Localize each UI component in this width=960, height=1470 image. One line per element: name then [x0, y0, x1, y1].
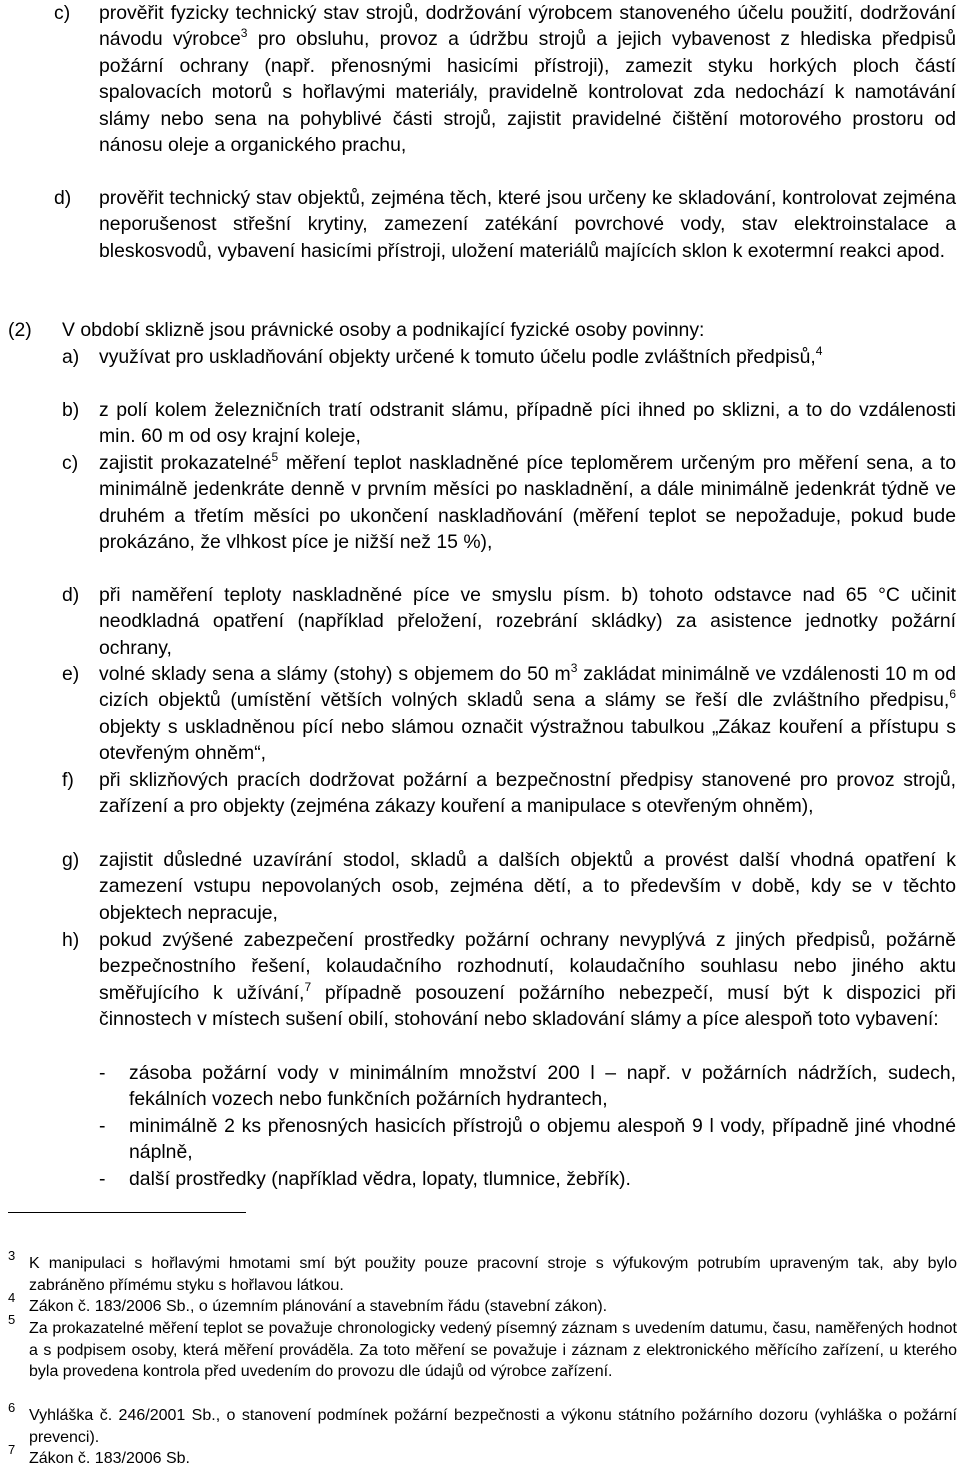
- list-item-water: zásoba požární vody v minimálním množství 200 l – např. v požárních nádržích, sudech, fekálních vozech nebo funkčních požárních hydrantech,: [129, 1062, 956, 1111]
- list-item-extinguishers: minimálně 2 ks přenosných hasicích přístrojů o objemu alespoň 9 l vody, případně jiné vhodné náplně,: [129, 1115, 956, 1164]
- footnote-number: 7: [8, 1442, 16, 1457]
- footnote-5: Za prokazatelné měření teplot se považuje chronologicky vedený písemný záznam s uvedením datumu, času, naměřených hodnot a s podpisem osoby, která měření prováděla. Za toto měření se považuje i záznam z elektronického měřícího zařízení, u kterého byla provedena kontrola před uvedením do provozu dle údajů od výrobce zařízení.: [29, 1320, 957, 1380]
- dash-bullet: -: [99, 1115, 106, 1137]
- item-label-c: c): [54, 2, 71, 24]
- item-label-g: g): [62, 849, 80, 871]
- footnote-number: 3: [8, 1248, 16, 1263]
- item-label-a: a): [62, 346, 80, 368]
- paragraph-e-stacks: volné sklady sena a slámy (stohy) s objemem do 50 $m^3$ zakládat minimálně ve vzdálenosti 10 m od cizích objektů (umístění větších volných skladů sena a slámy se řeší dle zvláštního předpisu,$^6$ objekty s uskladněnou pící nebo slámou označit výstražnou tabulkou „Zákaz kouření a přístupu s otevřeným ohněm“,: [99, 661, 956, 765]
- paragraph-d-buildings: prověřit technický stav objektů, zejména těch, které jsou určeny ke skladování, kontrolovat zejména neporušenost střešní krytiny, zamezení zatékání povrchové vody, stav elektroinstalace a bleskosvodů, vybavení hasicími přístroji, uložení materiálů majících sklon k exotermní reakci apod.: [99, 187, 956, 262]
- footnote-ref-3[interactable]: 3: [240, 26, 248, 41]
- item-label-f: f): [62, 769, 74, 791]
- footnote-ref-5[interactable]: 5: [271, 450, 279, 464]
- paragraph-c-machines: prověřit fyzicky technický stav strojů, dodržování výrobcem stanoveného účelu použití, dodržování návodu výrobce$^3$ pro obsluhu, provoz a údržbu strojů a jejich vybavenost z hlediska předpisů požární ochrany (např. přenosnými hasicími přístroji), zamezit styku horkých ploch částí spalovacích motorů s hořlavými materiály, pravidelně kontrolovat zda nedochází k namotávání slámy nebo sena na pohyblivé části strojů, zajistit pravidelné čištění motorového prostoru od nánosu oleje a organického prachu,: [99, 2, 956, 157]
- paragraph-d-measures: při naměření teploty naskladněné píce ve smyslu písm. b) tohoto odstavce nad 65 °C učinit neodkladná opatření (například přeložení, rozebrání skládky) za asistence jednotky požární ochrany,: [99, 584, 956, 659]
- item-label-c2: c): [62, 452, 79, 474]
- item-label-h: h): [62, 929, 80, 951]
- footnote-number: 5: [8, 1312, 16, 1327]
- paragraph-a-storage: využívat pro uskladňování objekty určené k tomuto účelu podle zvláštních předpisů,$^4$: [99, 344, 823, 368]
- section-2-intro: V období sklizně jsou právnické osoby a podnikající fyzické osoby povinny:: [62, 319, 705, 341]
- dash-bullet: -: [99, 1062, 106, 1084]
- footnote-number: 6: [8, 1400, 16, 1415]
- footnote-ref-7[interactable]: 7: [304, 979, 312, 994]
- item-label-d2: d): [62, 584, 80, 606]
- footnote-4: Zákon č. 183/2006 Sb., o územním plánování a stavebním řádu (stavební zákon).: [29, 1298, 608, 1315]
- list-item-tools: další prostředky (například vědra, lopaty, tlumnice, žebřík).: [129, 1168, 631, 1190]
- paragraph-g-barns: zajistit důsledné uzavírání stodol, skladů a dalších objektů a provést další vhodná opatření k zamezení vstupu nepovolaných osob, zejména dětí, a to především v době, kdy se v těchto objektech nepracuje,: [99, 849, 956, 924]
- footnote-number: 4: [8, 1290, 16, 1305]
- item-label-b: b): [62, 399, 80, 421]
- footnote-3: K manipulaci s hořlavými hmotami smí být použity pouze pracovní stroje s výfukovým potrubím upraveným tak, aby bylo zabráněno přímému styku s hořlavou látkou.: [29, 1255, 957, 1294]
- item-label-d: d): [54, 187, 72, 209]
- footnote-separator: [8, 1212, 246, 1213]
- paragraph-c-temperature: zajistit prokazatelné$^5$ měření teplot naskladněné píce teploměrem určeným pro měření sena, a to minimálně jedenkráte denně v prvním měsíci po naskladnění, a dále minimálně jedenkrát týdně ve druhém a třetím měsíci po ukončení naskladňování (měření teplot se nepožaduje, pokud bude prokázáno, že vlhkost píce je nižší než 15 %),: [99, 450, 956, 554]
- footnote-ref-6[interactable]: 6: [949, 687, 956, 702]
- footnote-6: Vyhláška č. 246/2001 Sb., o stanovení podmínek požární bezpečnosti a výkonu státního požárního dozoru (vyhláška o požární prevenci).: [29, 1407, 957, 1446]
- paragraph-f-harvest: při sklizňových pracích dodržovat požární a bezpečnostní předpisy stanovené pro provoz strojů, zařízení a pro objekty (zejména zákazy kouření a manipulace s otevřeným ohněm),: [99, 769, 956, 818]
- paragraph-h-equipment: pokud zvýšené zabezpečení prostředky požární ochrany nevyplývá z jiných předpisů, požárně bezpečnostního řešení, kolaudačního rozhodnutí, kolaudačního souhlasu nebo jiného aktu směřujícího k užívání,$^7$ případně posouzení požárního nebezpečí, musí být k dispozici při činnostech v místech sušení obilí, stohování nebo skladování slámy a píce alespoň toto vybavení:: [99, 929, 956, 1031]
- item-label-e: e): [62, 663, 80, 685]
- footnote-7: Zákon č. 183/2006 Sb.: [29, 1450, 190, 1467]
- paragraph-b-railway: z polí kolem železničních tratí odstranit slámu, případně píci ihned po sklizni, a to do vzdálenosti min. 60 m od osy krajní koleje,: [99, 399, 956, 448]
- dash-bullet: -: [99, 1168, 106, 1190]
- section-number-2: (2): [8, 319, 32, 341]
- footnote-ref-4[interactable]: 4: [815, 344, 823, 358]
